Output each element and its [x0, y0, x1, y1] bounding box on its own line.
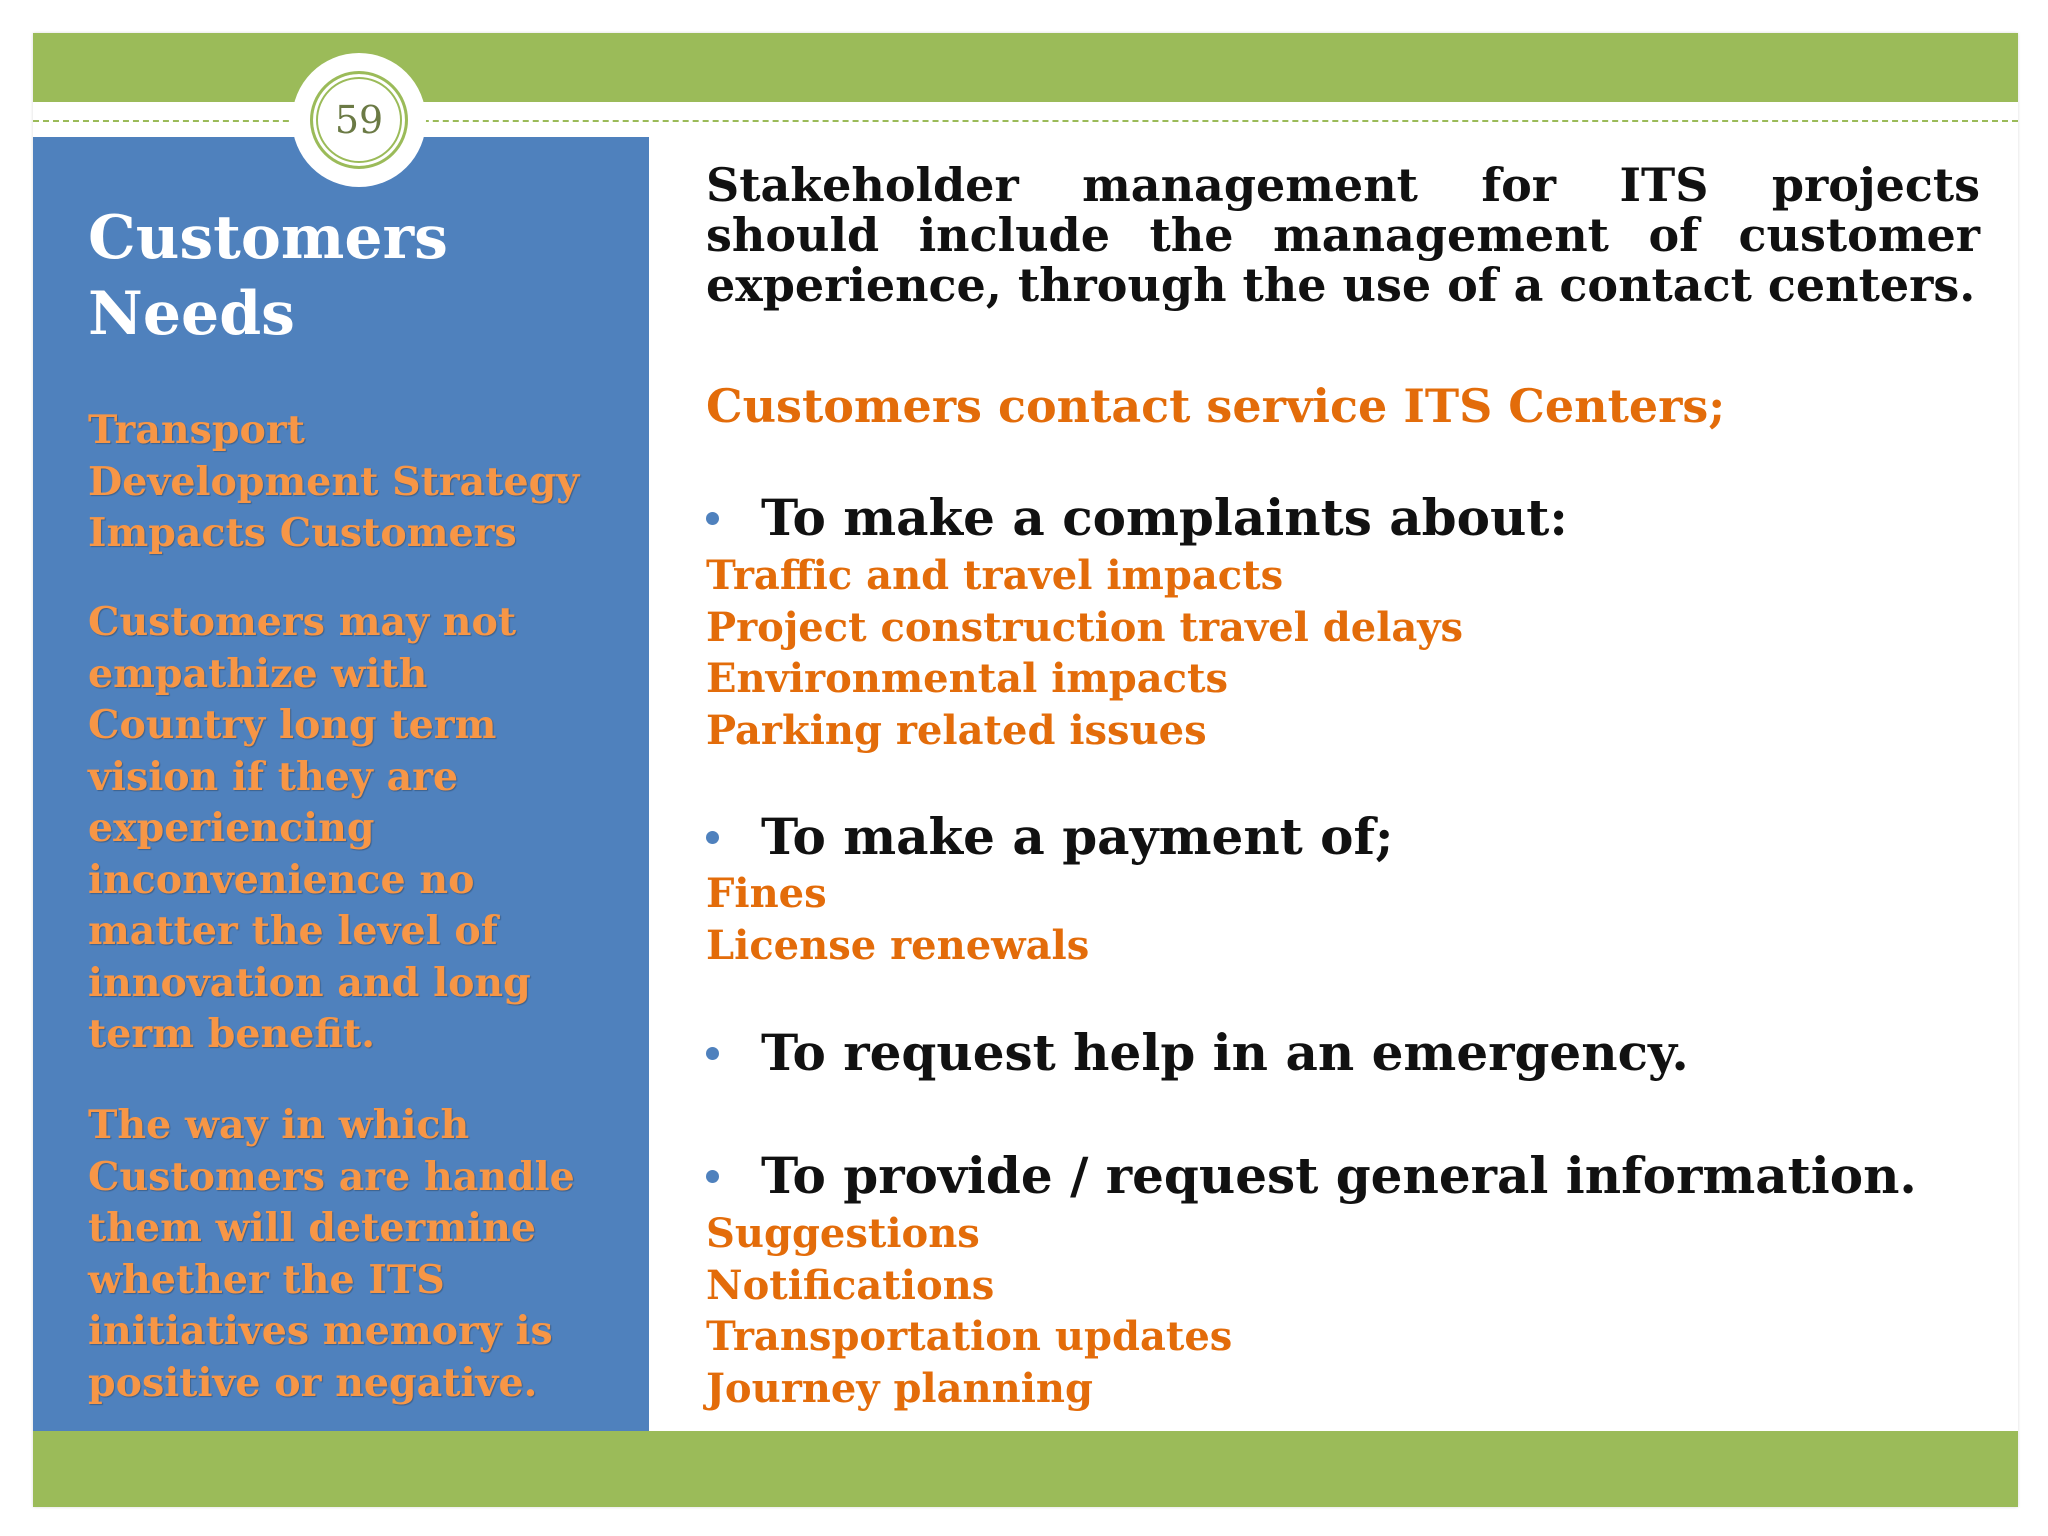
bullet-dot-icon — [706, 512, 719, 525]
sidebar-paragraph-3 — [88, 1100, 643, 1409]
bullet-information — [706, 1146, 1980, 1206]
sidebar-line: vision if they are — [88, 753, 459, 800]
sidebar-line: term benefit. — [88, 1011, 376, 1057]
list-item: Parking related issues — [706, 706, 1207, 754]
page-number-badge — [292, 53, 426, 187]
bullet-label: To make a complaints about: — [761, 488, 1568, 547]
sidebar-title — [88, 200, 628, 352]
bullet-label: To request help in an emergency. — [761, 1023, 1689, 1082]
list-item: Environmental impacts — [706, 655, 1228, 702]
list-item: License renewals — [706, 921, 1090, 969]
bullet-dot-icon — [706, 1047, 719, 1060]
sidebar-title-line: Needs — [88, 279, 295, 349]
sidebar-line: them will determine — [88, 1205, 537, 1251]
sidebar-line: experiencing — [88, 805, 375, 851]
list-item: Suggestions — [706, 1210, 980, 1257]
sidebar-line: Transport — [88, 407, 305, 453]
list-item: Journey planning — [706, 1364, 1093, 1412]
complaints-list — [706, 550, 1980, 756]
sidebar-line: Country long term — [88, 702, 497, 748]
list-item: Transportation updates — [706, 1313, 1233, 1360]
sidebar-line: positive or negative. — [88, 1359, 538, 1406]
payment-list — [706, 868, 1980, 971]
bullet-emergency — [706, 1023, 1980, 1083]
sidebar-line: Customers may not — [88, 599, 517, 645]
sidebar-line: whether the ITS — [88, 1256, 445, 1303]
sidebar-paragraph-1 — [88, 405, 643, 560]
section-heading: Customers contact service ITS Centers; — [706, 379, 1726, 433]
list-item: Notifications — [706, 1261, 995, 1309]
sidebar-title-line: Customers — [88, 203, 448, 273]
bullet-label: To provide / request general information. — [761, 1146, 1917, 1205]
bullet-payment — [706, 807, 1980, 867]
sidebar-line: innovation and long — [88, 959, 531, 1006]
intro-line: Stakeholder management for ITS projects — [706, 158, 1980, 212]
sidebar-line: Customers are handle — [88, 1153, 575, 1200]
sidebar-paragraph-2 — [88, 597, 643, 1061]
sidebar-line: inconvenience no — [88, 856, 475, 903]
sidebar-line: Development Strategy — [88, 458, 580, 505]
bullet-label: To make a payment of; — [761, 807, 1394, 866]
sidebar-line: The way in which — [88, 1102, 470, 1148]
list-item: Fines — [706, 870, 827, 917]
sidebar-line: empathize with — [88, 650, 428, 697]
bullet-complaints — [706, 488, 1980, 548]
list-item: Project construction travel delays — [706, 603, 1464, 651]
intro-paragraph — [706, 160, 1980, 310]
intro-line: should include the management of customer — [706, 208, 1980, 262]
list-item: Traffic and travel impacts — [706, 552, 1284, 599]
sidebar-line: Impacts Customers — [88, 510, 517, 556]
intro-line: experience, through the use of a contact centers. — [706, 258, 1976, 312]
information-list — [706, 1208, 1980, 1414]
page-number: 59 — [310, 71, 408, 169]
sidebar-line: matter the level of — [88, 908, 498, 954]
bullet-dot-icon — [706, 1170, 719, 1183]
bottom-green-band — [33, 1431, 2018, 1507]
bullet-dot-icon — [706, 831, 719, 844]
sidebar-line: initiatives memory is — [88, 1308, 553, 1354]
